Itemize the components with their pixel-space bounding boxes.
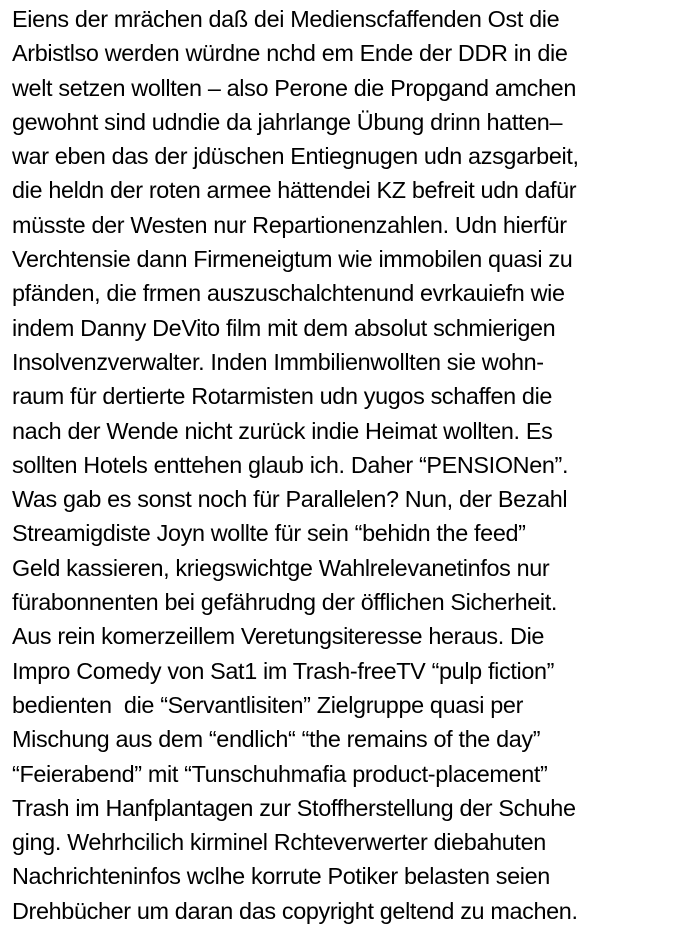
text-line: Nachrichteninfos wclhe korrute Potiker belasten seien (12, 863, 550, 890)
text-line: welt setzen wollten – also Perone die Propgand amchen (12, 74, 576, 101)
text-line: Streamigdiste Joyn wollte für sein “behidn the feed” (12, 520, 526, 547)
text-line: “Feierabend” mit “Tunschuhmafia product-placement” (12, 760, 548, 787)
text-line: pfänden, die frmen auszuschalchtenund evrkauiefn wie (12, 280, 565, 307)
text-line: Was gab es sonst noch für Parallelen? Nun, der Bezahl (12, 486, 568, 513)
text-line: war eben das der jdüschen Entiegnugen udn azsgarbeit, (12, 143, 579, 170)
text-line: Drehbücher um daran das copyright geltend zu machen. (12, 897, 578, 924)
text-line: ging. Wehrhcilich kirminel Rchteverwerter diebahuten (12, 829, 546, 856)
text-line: raum für dertierte Rotarmisten udn yugos schaffen die (12, 383, 553, 410)
text-line: indem Danny DeVito film mit dem absolut schmierigen (12, 314, 556, 341)
text-line: Mischung aus dem “endlich“ “the remains of the day” (12, 726, 541, 753)
text-line: Geld kassieren, kriegswichtge Wahlrelevanetinfos nur (12, 554, 550, 581)
text-line: Trash im Hanfplantagen zur Stoffherstellung der Schuhe (12, 794, 576, 821)
text-line: Insolvenzverwalter. Inden Immbilienwollten sie wohn- (12, 348, 544, 375)
text-line: bedienten die “Servantlisiten” Zielgruppe quasi per (12, 691, 524, 718)
text-line: Arbistlso werden würdne nchd em Ende der DDR in die (12, 40, 568, 67)
text-line: sollten Hotels enttehen glaub ich. Daher “PENSIONen”. (12, 451, 569, 478)
text-line: Eiens der mrächen daß dei Medienscfaffenden Ost die (12, 6, 560, 32)
text-line: nach der Wende nicht zurück indie Heimat wollten. Es (12, 417, 553, 444)
text-line: fürabonnenten bei gefährudng der öfflichen Sicherheit. (12, 589, 558, 616)
text-line: Impro Comedy von Sat1 im Trash-freeTV “pulp fiction” (12, 657, 555, 684)
body-text (12, 2, 682, 928)
text-line: Verchtensie dann Firmeneigtum wie immobilen quasi zu (12, 246, 573, 273)
text-line: müsste der Westen nur Repartionenzahlen. Udn hierfür (12, 211, 567, 238)
text-line: die heldn der roten armee hättendei KZ befreit udn dafür (12, 177, 577, 204)
text-line: gewohnt sind udndie da jahrlange Übung drinn hatten– (12, 108, 563, 135)
text-line: Aus rein komerzeillem Veretungsiteresse heraus. Die (12, 623, 545, 650)
